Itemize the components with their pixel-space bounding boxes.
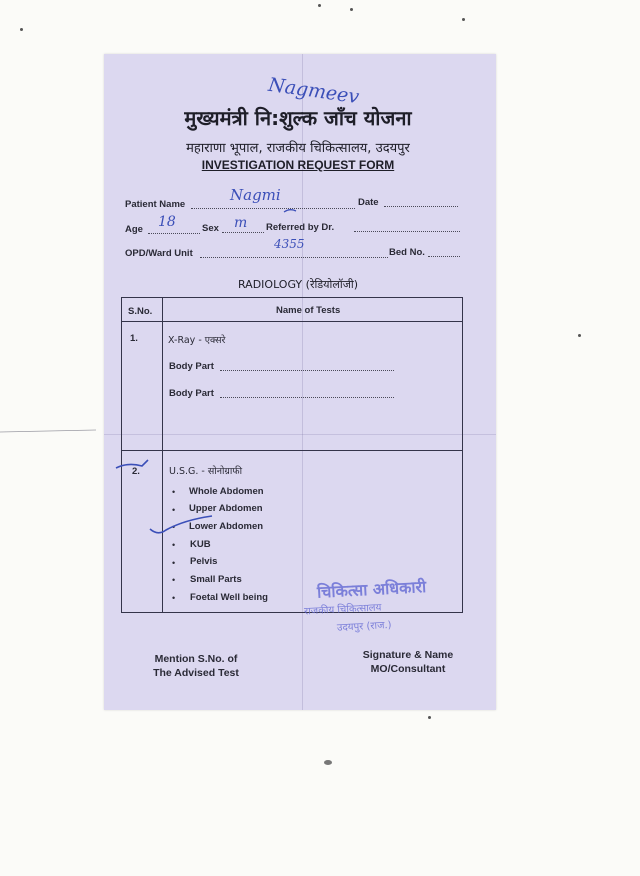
patient-name-field[interactable] xyxy=(191,208,355,209)
row-2-sno: 2. xyxy=(132,466,140,477)
handwritten-header-name: Nagmeev xyxy=(266,73,361,109)
age-field[interactable] xyxy=(148,233,200,234)
form-title: INVESTIGATION REQUEST FORM xyxy=(201,158,395,172)
scheme-title: मुख्यमंत्री नि:शुल्क जाँच योजना xyxy=(184,106,412,130)
row-1-sno: 1. xyxy=(130,333,138,344)
patient-name-label: Patient Name xyxy=(125,199,186,210)
sex-field[interactable] xyxy=(222,232,264,233)
usg-option[interactable]: Foetal Well being xyxy=(190,592,268,603)
bullet-icon: • xyxy=(172,487,176,497)
usg-option[interactable]: Upper Abdomen xyxy=(189,503,263,514)
usg-test-label xyxy=(169,464,242,477)
patient-name-value: Nagmi xyxy=(230,186,281,204)
mention-sno-note xyxy=(140,652,252,680)
body-part-label: Body Part xyxy=(169,361,214,372)
date-field[interactable] xyxy=(384,206,458,207)
usg-option[interactable]: Pelvis xyxy=(190,556,218,567)
usg-option[interactable]: Small Parts xyxy=(190,574,242,585)
column-header-tests: Name of Tests xyxy=(276,305,341,316)
sex-label: Sex xyxy=(202,223,219,234)
usg-option[interactable]: Whole Abdomen xyxy=(189,486,264,497)
body-part-field[interactable] xyxy=(220,370,394,371)
radiology-heading: RADIOLOGY (रेडियोलॉजी) xyxy=(237,278,359,291)
scan-speck xyxy=(428,716,431,719)
bullet-icon: • xyxy=(172,558,176,568)
bullet-icon: • xyxy=(172,505,176,515)
signature-line: MO/Consultant xyxy=(370,663,446,675)
stamp-line: चिकित्सा अधिकारी xyxy=(316,577,427,602)
age-value: 18 xyxy=(158,214,176,230)
date-label: Date xyxy=(358,197,379,208)
usg-test-text: U.S.G. - सोनोग्राफी xyxy=(169,466,243,477)
body-part-field[interactable] xyxy=(220,397,394,398)
xray-test-text: X-Ray - एक्सरे xyxy=(168,335,226,346)
usg-option[interactable]: KUB xyxy=(190,539,211,550)
bed-label: Bed No. xyxy=(389,247,425,258)
signature-block xyxy=(344,648,472,676)
mention-line: Mention S.No. of xyxy=(154,653,238,665)
opd-value: 4355 xyxy=(274,237,305,251)
bullet-icon: • xyxy=(172,540,176,550)
bullet-icon: • xyxy=(172,593,176,603)
hospital-name: महाराणा भूपाल, राजकीय चिकित्सालय, उदयपुर xyxy=(186,141,410,156)
table-divider xyxy=(122,321,462,322)
opd-field[interactable] xyxy=(200,257,388,258)
referred-field[interactable] xyxy=(354,231,460,232)
mention-line: The Advised Test xyxy=(153,667,239,679)
column-header-sno: S.No. xyxy=(128,306,153,317)
scan-speck xyxy=(318,4,321,7)
xray-test-label xyxy=(168,333,225,346)
scan-speck xyxy=(324,760,332,765)
body-part-label: Body Part xyxy=(169,388,214,399)
bullet-icon: • xyxy=(172,575,176,585)
scan-speck xyxy=(578,334,581,337)
table-divider xyxy=(162,298,163,612)
age-label: Age xyxy=(125,224,143,235)
bed-field[interactable] xyxy=(428,256,460,257)
sex-value: m xyxy=(234,215,248,231)
opd-label: OPD/Ward Unit xyxy=(125,248,193,259)
signature-line: Signature & Name xyxy=(362,649,454,661)
referred-label: Referred by Dr. xyxy=(266,222,335,233)
table-divider xyxy=(122,450,462,451)
stamp-line: राजकीय चिकित्सालय xyxy=(303,602,382,618)
scan-speck xyxy=(20,28,23,31)
scan-speck xyxy=(462,18,465,21)
scan-speck xyxy=(350,8,353,11)
bullet-icon: • xyxy=(172,522,176,532)
official-stamp xyxy=(299,574,442,641)
stamp-line: उदयपुर (राज.) xyxy=(336,619,392,634)
usg-option[interactable]: Lower Abdomen xyxy=(189,521,264,532)
